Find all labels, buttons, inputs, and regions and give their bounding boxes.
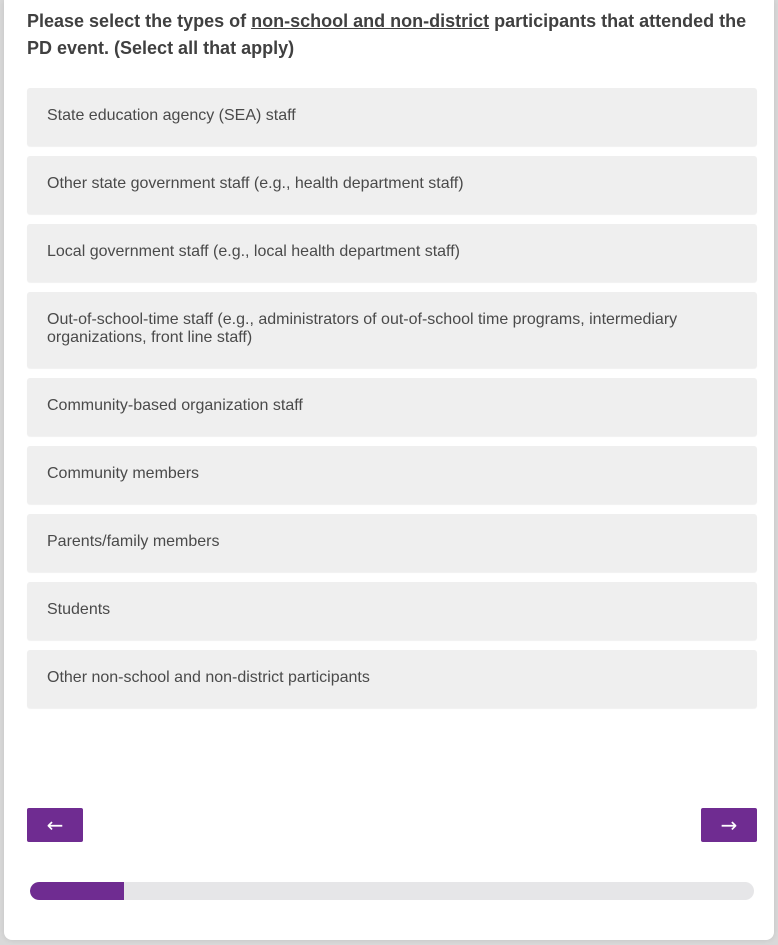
question-suffix: participants that attended the PD event. (Select all that apply) bbox=[27, 11, 747, 58]
option-other-participants[interactable]: Other non-school and non-district participants bbox=[27, 650, 757, 708]
progress-bar bbox=[30, 882, 754, 900]
option-state-government-staff[interactable]: Other state government staff (e.g., health department staff) bbox=[27, 156, 757, 214]
next-button[interactable]: → bbox=[701, 808, 757, 842]
option-community-based-org-staff[interactable]: Community-based organization staff bbox=[27, 378, 757, 436]
survey-card bbox=[4, 0, 774, 940]
option-out-of-school-time-staff[interactable]: Out-of-school-time staff (e.g., administrators of out-of-school time programs, intermediary organizations, front line staff) bbox=[27, 292, 757, 368]
question-prefix: Please select the types of bbox=[27, 11, 252, 31]
question-text bbox=[27, 8, 757, 62]
option-parents-family[interactable]: Parents/family members bbox=[27, 514, 757, 572]
question-underlined: non-school and non-district bbox=[251, 11, 490, 31]
back-button[interactable]: ← bbox=[27, 808, 83, 842]
answer-options bbox=[27, 88, 757, 718]
option-sea-staff[interactable]: State education agency (SEA) staff bbox=[27, 88, 757, 146]
progress-fill bbox=[30, 882, 124, 900]
option-community-members[interactable]: Community members bbox=[27, 446, 757, 504]
option-local-government-staff[interactable]: Local government staff (e.g., local health department staff) bbox=[27, 224, 757, 282]
option-students[interactable]: Students bbox=[27, 582, 757, 640]
